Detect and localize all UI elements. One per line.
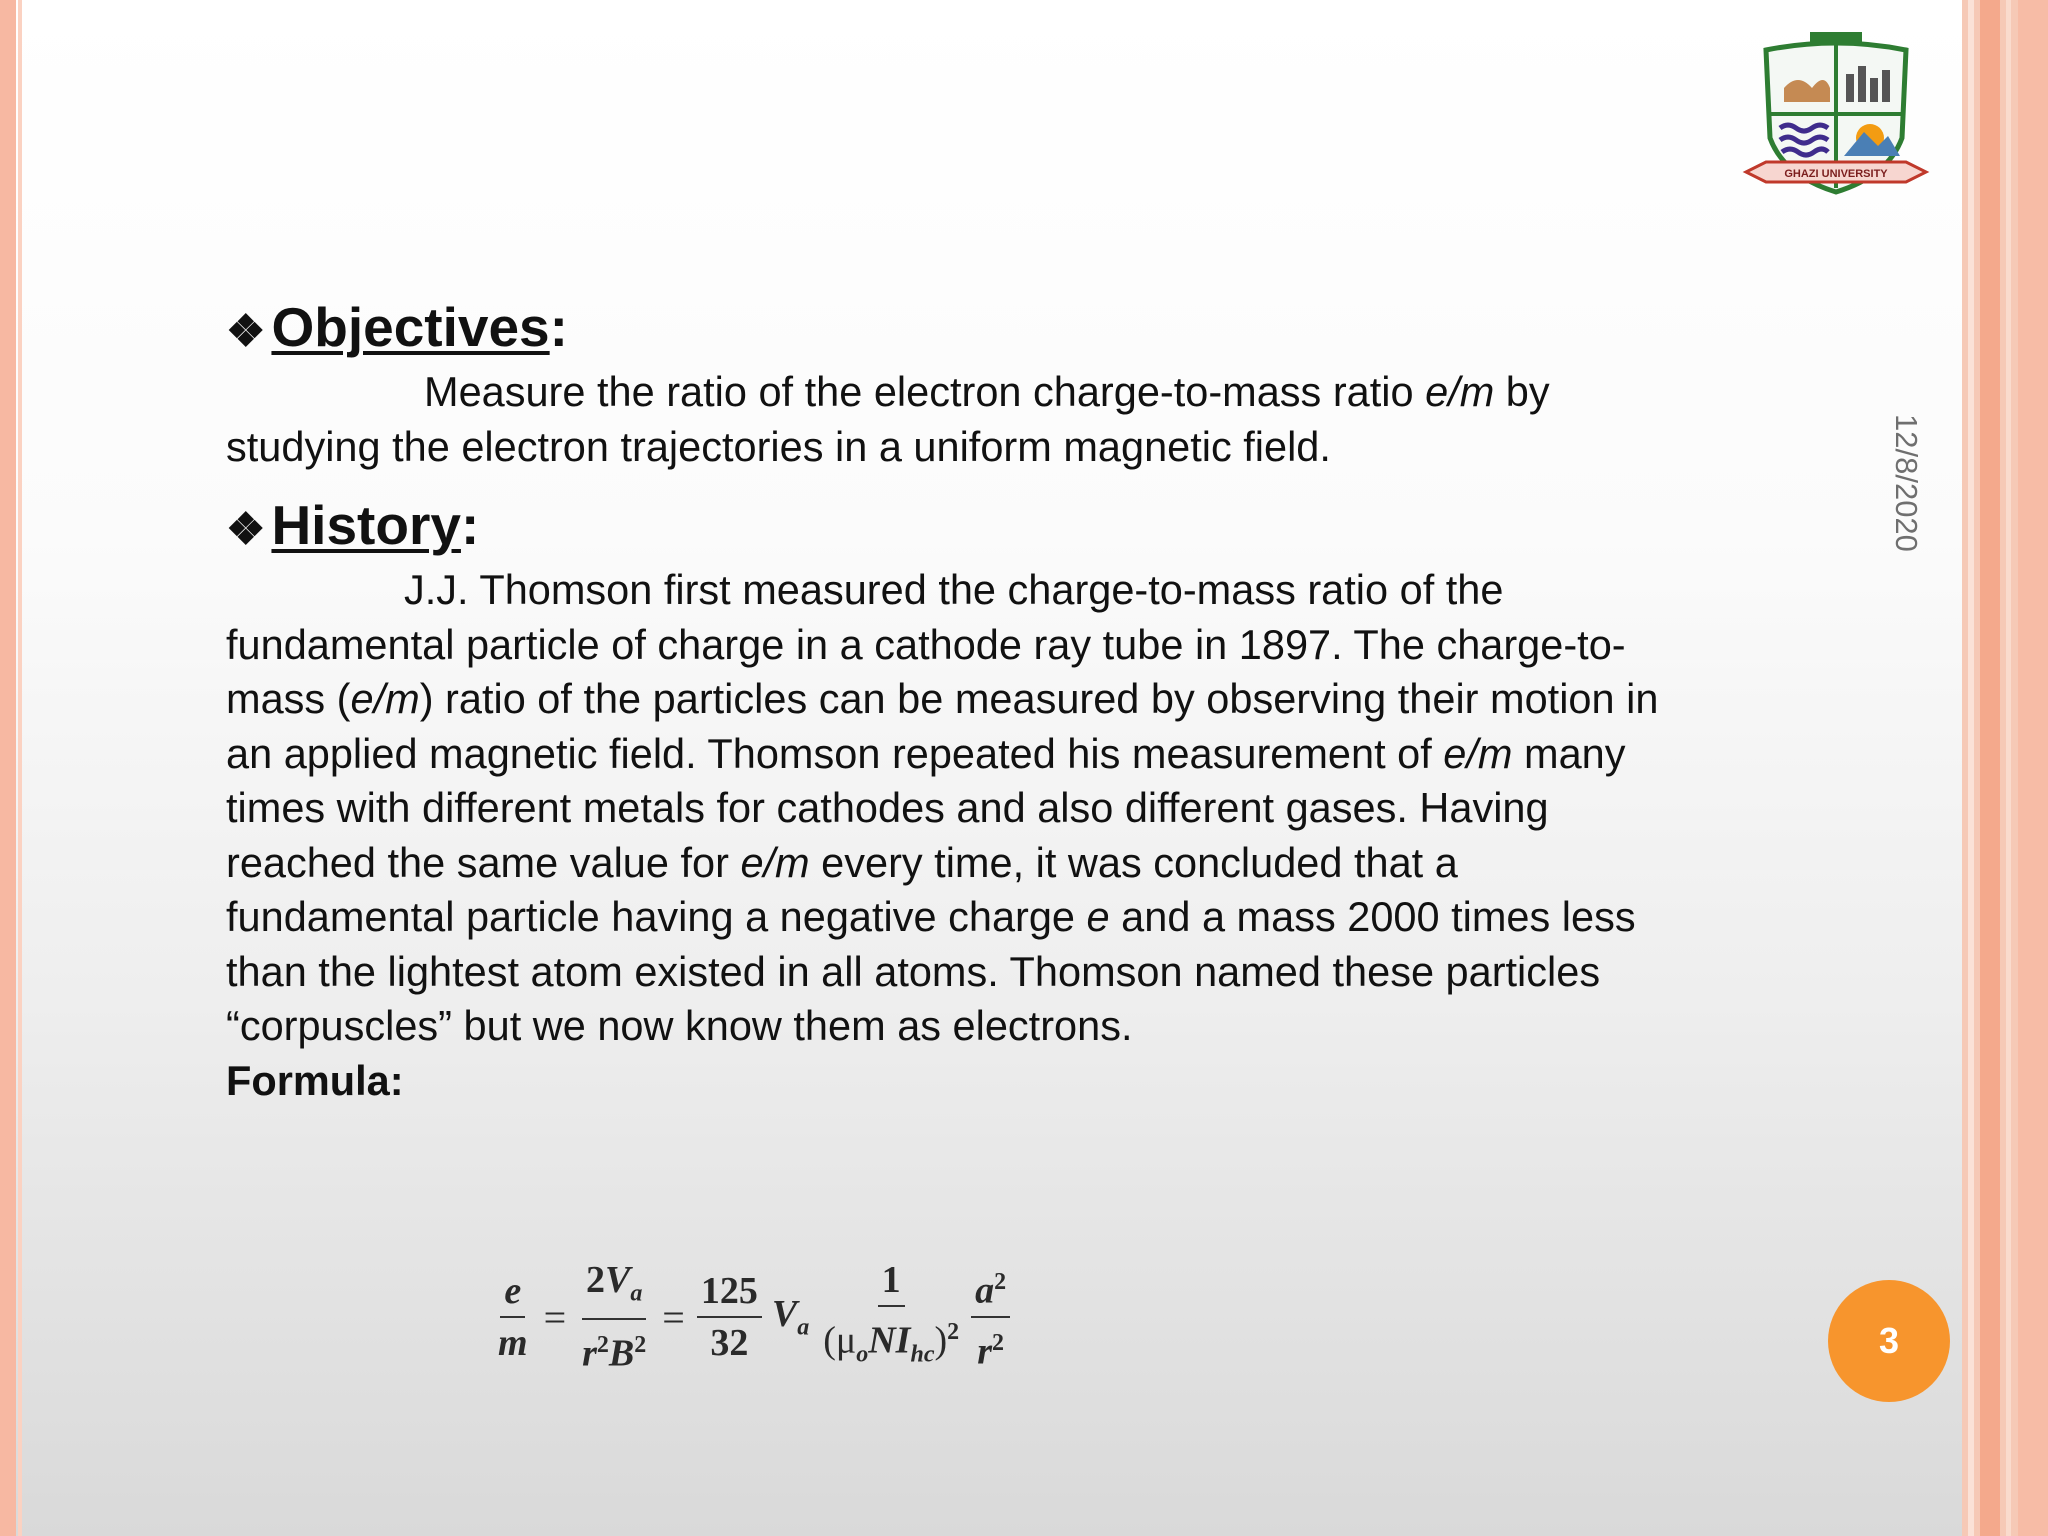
right-decor-line — [2018, 0, 2048, 1536]
logo-text: GHAZI UNIVERSITY — [1784, 168, 1888, 180]
fraction-denominator: m — [498, 1322, 528, 1364]
variable: r — [977, 1330, 993, 1373]
formula-label: Formula: — [226, 1056, 404, 1104]
objectives-text-start: Measure the ratio of the electron charge-to-mass ratio — [424, 368, 1426, 415]
variable: NI — [868, 1319, 911, 1362]
left-decor-stripe — [0, 0, 16, 1536]
variable: r — [582, 1333, 597, 1376]
history-em-4: e — [1086, 893, 1110, 940]
diamond-bullet-icon: ❖ — [226, 307, 266, 356]
variable: V — [605, 1258, 631, 1301]
fraction-125-over-32 — [697, 1268, 762, 1366]
objectives-em-ratio: e/m — [1425, 368, 1495, 415]
history-text-5: and a mass 2000 times less than the lightest atom existed in all atoms. Thomson named these particles “corpuscles” but we now know them as electrons. — [226, 893, 1636, 1049]
variable: B — [608, 1333, 635, 1376]
fraction-denominator — [973, 1318, 1008, 1375]
close-paren: ) — [934, 1319, 948, 1362]
diamond-bullet-icon: ❖ — [226, 505, 266, 554]
exponent: 2 — [634, 1332, 647, 1359]
objectives-text-end: by studying the electron trajectories in a uniform magnetic field. — [226, 368, 1550, 470]
fraction-numerator: 1 — [878, 1257, 905, 1307]
history-text-1: J.J. Thomson first measured the charge-to-mass ratio of the fundamental particle of charge in a cathode ray tube in 1897. The charge-to-mass ( — [226, 566, 1626, 722]
subscript: o — [856, 1341, 869, 1368]
fraction-1-over-munihc2 — [819, 1257, 963, 1377]
history-heading — [226, 492, 1686, 563]
fraction-denominator — [578, 1320, 650, 1377]
exponent: 2 — [994, 1269, 1007, 1296]
fraction-e-over-m — [494, 1268, 532, 1366]
history-em-1: e/m — [350, 675, 420, 722]
equals-sign: = — [543, 1294, 567, 1340]
va-term — [772, 1292, 809, 1342]
right-decor-line — [2006, 0, 2011, 1536]
subscript: a — [797, 1314, 810, 1341]
variable: a — [975, 1270, 995, 1312]
right-decor-line — [1980, 0, 2000, 1536]
history-em-2: e/m — [1443, 729, 1513, 777]
history-colon: : — [460, 494, 480, 556]
fraction-numerator: 125 — [697, 1268, 762, 1318]
fraction-numerator: e — [500, 1268, 525, 1318]
objectives-colon: : — [549, 296, 568, 358]
fraction-a2-over-r2 — [971, 1259, 1010, 1374]
history-em-3: e/m — [740, 838, 810, 886]
objectives-paragraph — [226, 365, 1686, 474]
fraction-2va-over-r2b2 — [578, 1257, 650, 1377]
history-text-2: ) ratio of the particles can be measured by observing their motion in an applied magnetic field. Thomson repeated his measurement of — [226, 675, 1659, 777]
equals-sign: = — [662, 1294, 685, 1340]
variable: V — [771, 1293, 798, 1336]
right-decor-line — [1968, 0, 1974, 1536]
fraction-numerator — [582, 1257, 646, 1321]
page-number-badge: 3 — [1828, 1280, 1950, 1402]
exponent: 2 — [947, 1318, 960, 1345]
exponent: 2 — [596, 1332, 609, 1359]
subscript: hc — [910, 1341, 935, 1368]
exponent: 2 — [992, 1330, 1005, 1356]
subscript: a — [630, 1280, 643, 1307]
history-text-4: every time, it was concluded that a fundamental particle having a negative charge — [226, 838, 1458, 940]
fraction-denominator: 32 — [710, 1322, 749, 1364]
objectives-heading — [226, 294, 1686, 365]
history-paragraph — [226, 563, 1686, 1054]
fraction-denominator — [819, 1307, 963, 1377]
history-text-3: many times with different metals for cathodes and also different gases. Having reached the same value for — [226, 729, 1626, 886]
slide-date: 12/8/2020 — [1889, 414, 1924, 552]
paren-mu: (μ — [823, 1319, 857, 1362]
coefficient: 2 — [586, 1258, 606, 1301]
formula-equation — [490, 1258, 1014, 1376]
fraction-numerator — [971, 1259, 1010, 1318]
university-logo-icon — [1738, 28, 1934, 200]
left-decor-stripe-thin — [18, 0, 22, 1536]
history-title: History — [271, 494, 461, 556]
objectives-title: Objectives — [271, 296, 550, 358]
slide-content — [226, 294, 1686, 1108]
